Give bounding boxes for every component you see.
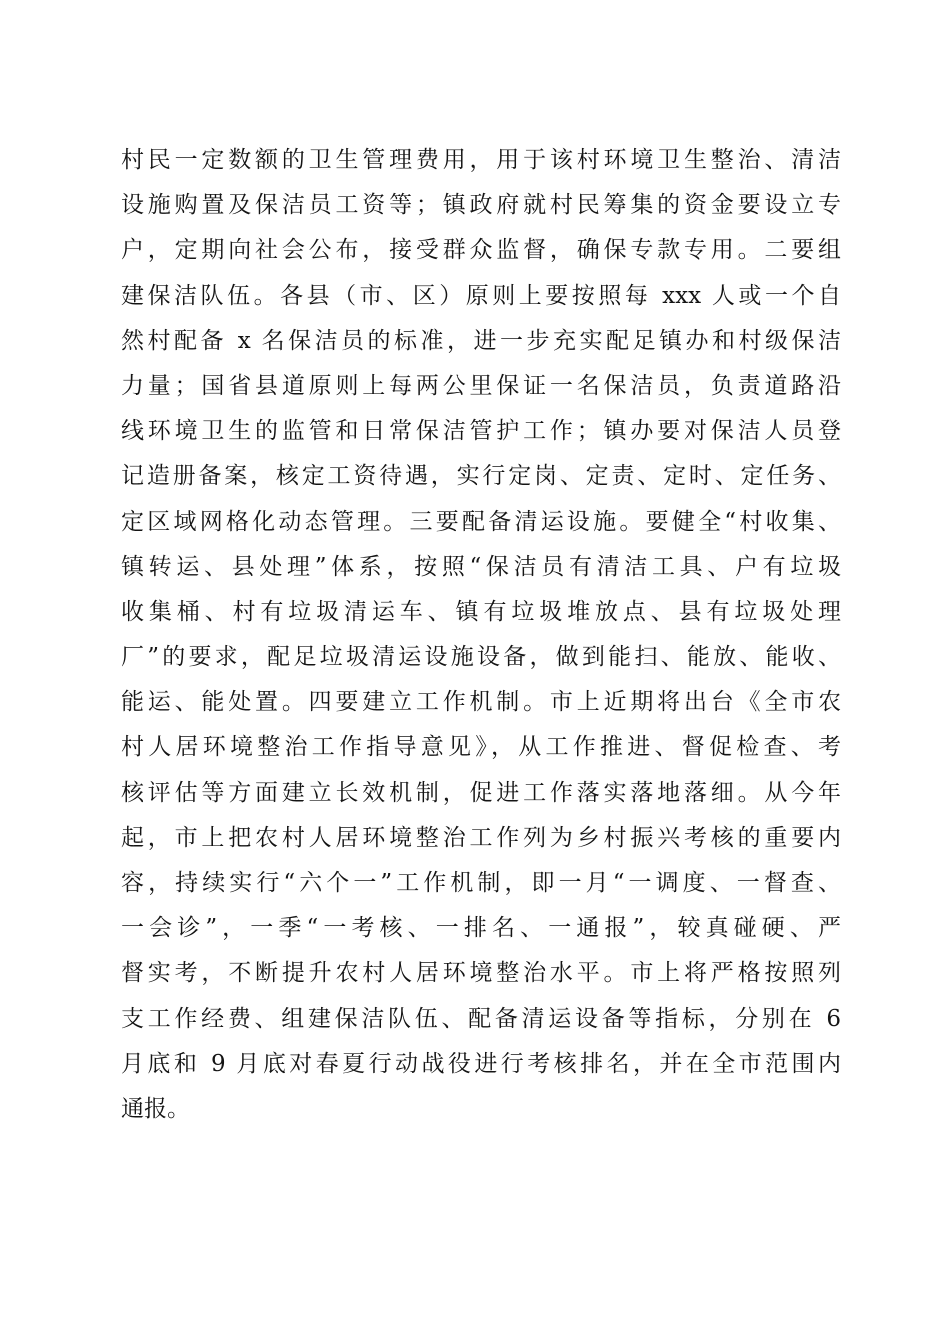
text-line-4: 建保洁队伍。各县（市、区）原则上要按照每 xxx 人或一个自 [121,282,841,309]
text-line-16: 起，市上把农村人居环境整治工作列为乡村振兴考核的重要内 [121,824,841,851]
text-line-9: 定区域网格化动态管理。三要配备清运设施。要健全“村收集、 [121,508,841,535]
text-line-18: 一会诊”，一季“一考核、一排名、一通报”，较真碰硬、严 [121,915,841,942]
text-line-12: 厂”的要求，配足垃圾清运设施设备，做到能扫、能放、能收、 [121,644,841,671]
text-line-13: 能运、能处置。四要建立工作机制。市上近期将出台《全市农 [121,689,841,716]
text-line-3: 户，定期向社会公布，接受群众监督，确保专款专用。二要组 [121,237,841,264]
text-line-17: 容，持续实行“六个一”工作机制，即一月“一调度、一督查、 [121,870,841,896]
text-line-2: 设施购置及保洁员工资等；镇政府就村民筹集的资金要设立专 [121,192,841,219]
text-line-20: 支工作经费、组建保洁队伍、配备清运设备等指标，分别在 6 [121,1005,841,1032]
text-line-15: 核评估等方面建立长效机制，促进工作落实落地落细。从今年 [121,779,841,806]
text-line-7: 线环境卫生的监管和日常保洁管护工作；镇办要对保洁人员登 [121,418,841,445]
text-line-14: 村人居环境整治工作指导意见》，从工作推进、督促检查、考 [121,734,841,761]
text-line-21: 月底和 9 月底对春夏行动战役进行考核排名，并在全市范围内 [121,1050,841,1077]
text-line-11: 收集桶、村有垃圾清运车、镇有垃圾堆放点、县有垃圾处理 [121,598,841,625]
text-line-6: 力量；国省县道原则上每两公里保证一名保洁员，负责道路沿 [121,372,841,399]
text-line-22: 通报。 [121,1095,190,1122]
text-line-1: 村民一定数额的卫生管理费用，用于该村环境卫生整治、清洁 [121,147,841,173]
text-line-19: 督实考，不断提升农村人居环境整治水平。市上将严格按照列 [121,960,841,987]
text-line-8: 记造册备案，核定工资待遇，实行定岗、定责、定时、定任务、 [121,463,841,490]
body-paragraph [121,138,841,1132]
text-line-10: 镇转运、县处理”体系，按照“保洁员有清洁工具、户有垃圾 [121,553,841,580]
text-line-5: 然村配备 x 名保洁员的标准，进一步充实配足镇办和村级保洁 [121,327,841,354]
